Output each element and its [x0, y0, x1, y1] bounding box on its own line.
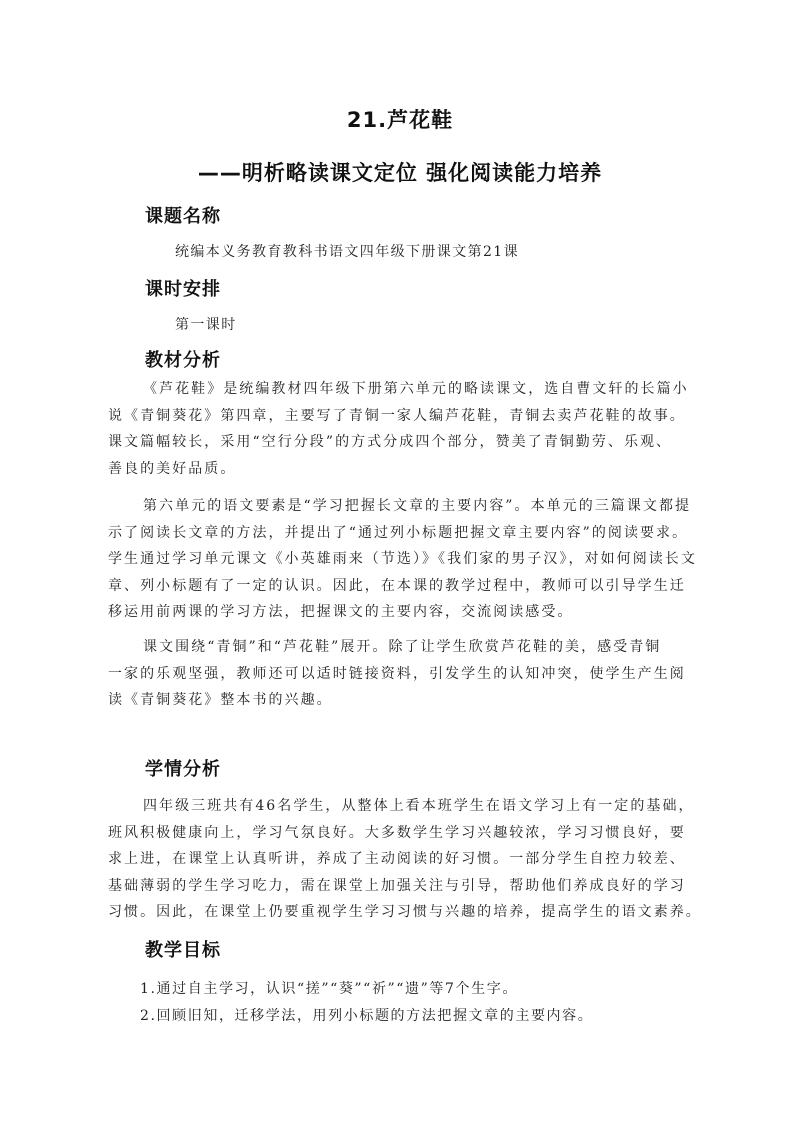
schedule-text: 第一课时	[175, 317, 237, 333]
material-paragraph-3	[108, 634, 688, 714]
student-paragraph	[108, 793, 702, 926]
heading-schedule: 课时安排	[145, 279, 221, 300]
material-p2-line: 学生通过学习单元课文《小英雄雨来（节选）》《我们家的男子汉》，对如何阅读长文	[108, 551, 697, 568]
document-subtitle: ——明析略读课文定位 强化阅读能力培养	[197, 161, 603, 185]
material-p3-line: 读《青铜葵花》整本书的兴趣。	[108, 692, 333, 709]
course-name-text: 统编本义务教育教科书语文四年级下册课文第21课	[175, 244, 520, 260]
heading-course-name: 课题名称	[145, 206, 221, 227]
teaching-goal-item: 2.回顾旧知，迁移学法，用列小标题的方法把握文章的主要内容。	[140, 1007, 594, 1024]
material-p3-line: 课文围绕“青铜”和“芦花鞋”展开。除了让学生欣赏芦花鞋的美，感受青铜	[143, 639, 662, 655]
heading-student-analysis: 学情分析	[145, 759, 221, 780]
heading-material-analysis: 教材分析	[145, 350, 221, 371]
student-line: 班风积极健康向上，学习气氛良好。大多数学生学习兴趣较浓，学习习惯良好，要	[108, 824, 686, 841]
student-line: 基础薄弱的学生学习吃力，需在课堂上加强关注与引导，帮助他们养成良好的学习	[108, 877, 686, 894]
heading-teaching-goals: 教学目标	[145, 940, 221, 961]
material-p2-line: 第六单元的语文要素是“学习把握长文章的主要内容”。本单元的三篇课文都提	[143, 498, 692, 514]
teaching-goal-item: 1.通过自主学习，认识“搓”“葵”“祈”“遗”等7个生字。	[140, 981, 518, 997]
material-p3-line: 一家的乐观坚强，教师还可以适时链接资料，引发学生的认知冲突，使学生产生阅	[108, 665, 686, 682]
material-p1-line: 课文篇幅较长，采用“空行分段”的方式分成四个部分，赞美了青铜勤劳、乐观、	[108, 434, 673, 451]
material-paragraph-2	[108, 493, 697, 626]
material-p2-line: 章、列小标题有了一定的认识。因此，在本课的教学过程中，教师可以引导学生迁	[108, 577, 686, 594]
material-p1-line: 《芦花鞋》是统编教材四年级下册第六单元的略读课文，选自曹文轩的长篇小	[143, 381, 689, 397]
material-p2-line: 移运用前两课的学习方法，把握课文的主要内容，交流阅读感受。	[108, 604, 574, 621]
material-p2-line: 示了阅读长文章的方法，并提出了“通过列小标题把握文章主要内容”的阅读要求。	[108, 524, 689, 541]
material-p1-line: 说《青铜葵花》第四章，主要写了青铜一家人编芦花鞋，青铜去卖芦花鞋的故事。	[108, 407, 686, 424]
teaching-goals-list	[140, 976, 720, 1029]
student-line: 求上进，在课堂上认真听讲，养成了主动阅读的好习惯。一部分学生自控力较差、	[108, 851, 686, 868]
material-p1-line: 善良的美好品质。	[108, 460, 237, 477]
student-line: 四年级三班共有46名学生，从整体上看本班学生在语文学习上有一定的基础，	[143, 798, 695, 814]
student-line: 习惯。因此，在课堂上仍要重视学生学习习惯与兴趣的培养，提高学生的语文素养。	[108, 904, 702, 921]
material-paragraph-1	[108, 376, 688, 482]
document-title: 21.芦花鞋	[346, 108, 454, 132]
